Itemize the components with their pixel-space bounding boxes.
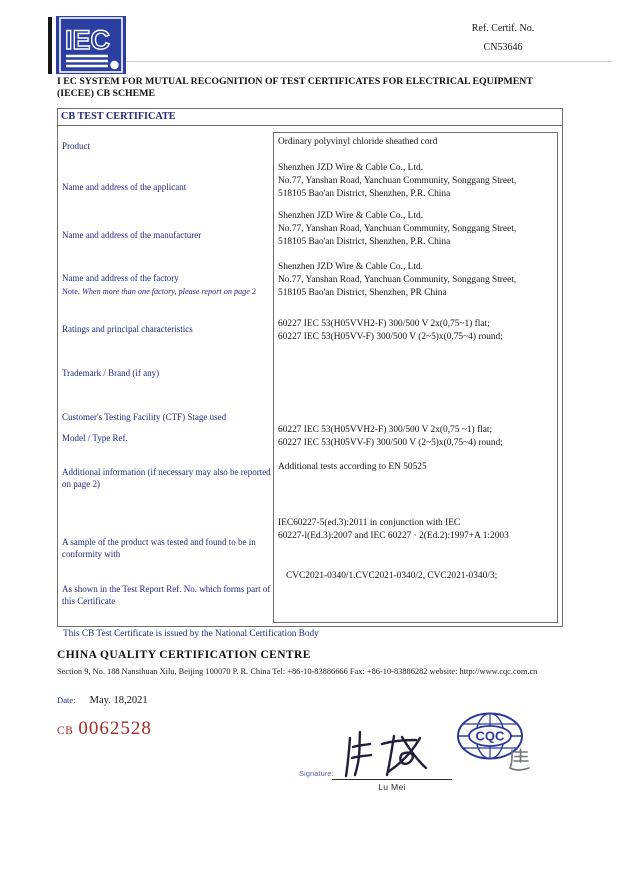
value-conformity-line2: 60227-l(Ed.3):2007 and IEC 60227 · 2(Ed.2):1997+A 1:2003 [278,531,509,541]
value-ratings-line1: 60227 IEC 53(H05VVH2-F) 300/500 V 2x(0,75~1) flat; [278,319,490,329]
ref-certif-number: CN53646 [483,42,523,53]
value-factory-line1: Shenzhen JZD Wire & Cable Co., Ltd. [278,262,423,272]
value-applicant-line1: Shenzhen JZD Wire & Cable Co., Ltd. [278,163,423,173]
value-test-report: CVC2021-0340/1.CVC2021-0340/2, CVC2021-0340/3; [286,571,498,581]
value-manufacturer [278,210,554,249]
scheme-title-line1: I EC SYSTEM FOR MUTUAL RECOGNITION OF TEST CERTIFICATES FOR ELECTRICAL EQUIPMENT [57,76,533,87]
factory-note-prefix: Note. [62,287,80,296]
value-model-line1: 60227 IEC 53(H05VVH2-F) 300/500 V 2x(0,75 ~1) flat; [278,425,493,435]
value-applicant-line2: No.77, Yanshan Road, Yanchuan Community, Songgang Street, [278,176,517,186]
label-test-report-line1: As shown in the Test Report Ref. No. which forms part of [62,584,271,594]
label-additional-info-line1: Additional information (if necessary may also be reported [62,467,271,477]
label-trademark: Trademark / Brand (if any) [62,368,160,378]
value-applicant-line3: 518105 Bao'an District, Shenzhen, P.R. China [278,189,451,199]
label-manufacturer: Name and address of the manufacturer [62,230,202,240]
value-additional-info: Additional tests according to EN 50525 [278,462,427,472]
value-box [273,132,558,623]
label-product: Product [62,141,90,151]
date-label: Date: [57,695,76,705]
signature-label: Signature: [299,769,334,778]
certificate-title: CB TEST CERTIFICATE [58,109,562,126]
iec-logo-icon [56,16,126,74]
factory-note-suffix: 2 [251,287,257,296]
label-factory: Name and address of the factory [62,273,179,283]
value-factory-line3: 518105 Bao'an District, Shenzhen, PR China [278,288,447,298]
label-conformity-line1: A sample of the product was tested and found to be in [62,537,256,547]
signature-script-icon [336,728,454,780]
value-factory [278,261,554,300]
left-black-bar [48,17,52,74]
svg-text:IEC: IEC [65,25,111,55]
label-model-type-ref: Model / Type Ref. [62,433,128,443]
issued-note: This CB Test Certificate is issued by the National Certification Body [63,629,319,639]
value-manufacturer-line1: Shenzhen JZD Wire & Cable Co., Ltd. [278,211,423,221]
iec-logo [56,16,126,74]
cb-number: 0062528 [78,718,152,739]
scheme-title-line2: (IECEE) CB SCHEME [57,87,155,99]
date-line [57,695,148,706]
value-manufacturer-line3: 518105 Bao'an District, Shenzhen, P.R. China [278,237,451,247]
value-ratings [278,318,554,344]
label-test-report [62,584,274,607]
label-ctf-stage: Customer's Testing Facility (CTF) Stage used [62,412,227,422]
signature-line [332,779,452,780]
certificate-table [57,108,563,627]
value-conformity-line1: IEC60227-5(ed.3):2011 in conjunction with IEC [278,518,461,528]
ref-certif-block [438,19,568,57]
header-divider [126,61,612,62]
svg-text:CQC: CQC [475,728,505,744]
label-factory-note [62,286,274,298]
label-test-report-line2: this Certificate [62,595,116,606]
value-applicant [278,162,554,201]
signature-handwriting [336,728,454,785]
signature-name: Lu Mei [378,782,406,792]
label-ratings: Ratings and principal characteristics [62,324,193,334]
stamp-char-icon [507,747,531,773]
label-additional-info [62,467,274,490]
value-model-line2: 60227 IEC 53(H05VV-F) 300/500 V (2~5)x(0,75~4) round; [278,438,503,448]
value-manufacturer-line2: No.77, Yanshan Road, Yanchuan Community, Songgang Street, [278,224,517,234]
date-value: May. 18,2021 [89,695,148,706]
factory-note-italic: When more than one factory, please report on page [82,287,250,296]
label-additional-info-line2: on page 2) [62,478,100,489]
ref-certif-label: Ref. Certif. No. [471,23,535,34]
cb-prefix: CB [57,725,74,737]
ncb-address: Section 9, No. 188 Nansihuan Xilu, Beijing 100070 P. R. China Tel: +86-10-83886666 Fax: +86-10-83886282 website: http://www.cqc.com.cn [57,667,538,676]
value-ratings-line2: 60227 IEC 53(H05VV-F) 300/500 V (2~5)x(0,75~4) round; [278,332,503,342]
cb-certificate-number [57,718,152,740]
value-conformity [278,517,554,543]
label-applicant: Name and address of the applicant [62,182,187,192]
ncb-name: CHINA QUALITY CERTIFICATION CENTRE [57,649,311,661]
label-conformity-line2: conformity with [62,548,121,559]
scheme-title [57,76,562,99]
value-model-type-ref [278,424,554,450]
stamp-character [507,747,531,778]
value-factory-line2: No.77, Yanshan Road, Yanchuan Community, Songgang Street, [278,275,517,285]
value-product: Ordinary polyvinyl chloride sheathed cord [278,137,438,147]
label-conformity [62,537,274,560]
